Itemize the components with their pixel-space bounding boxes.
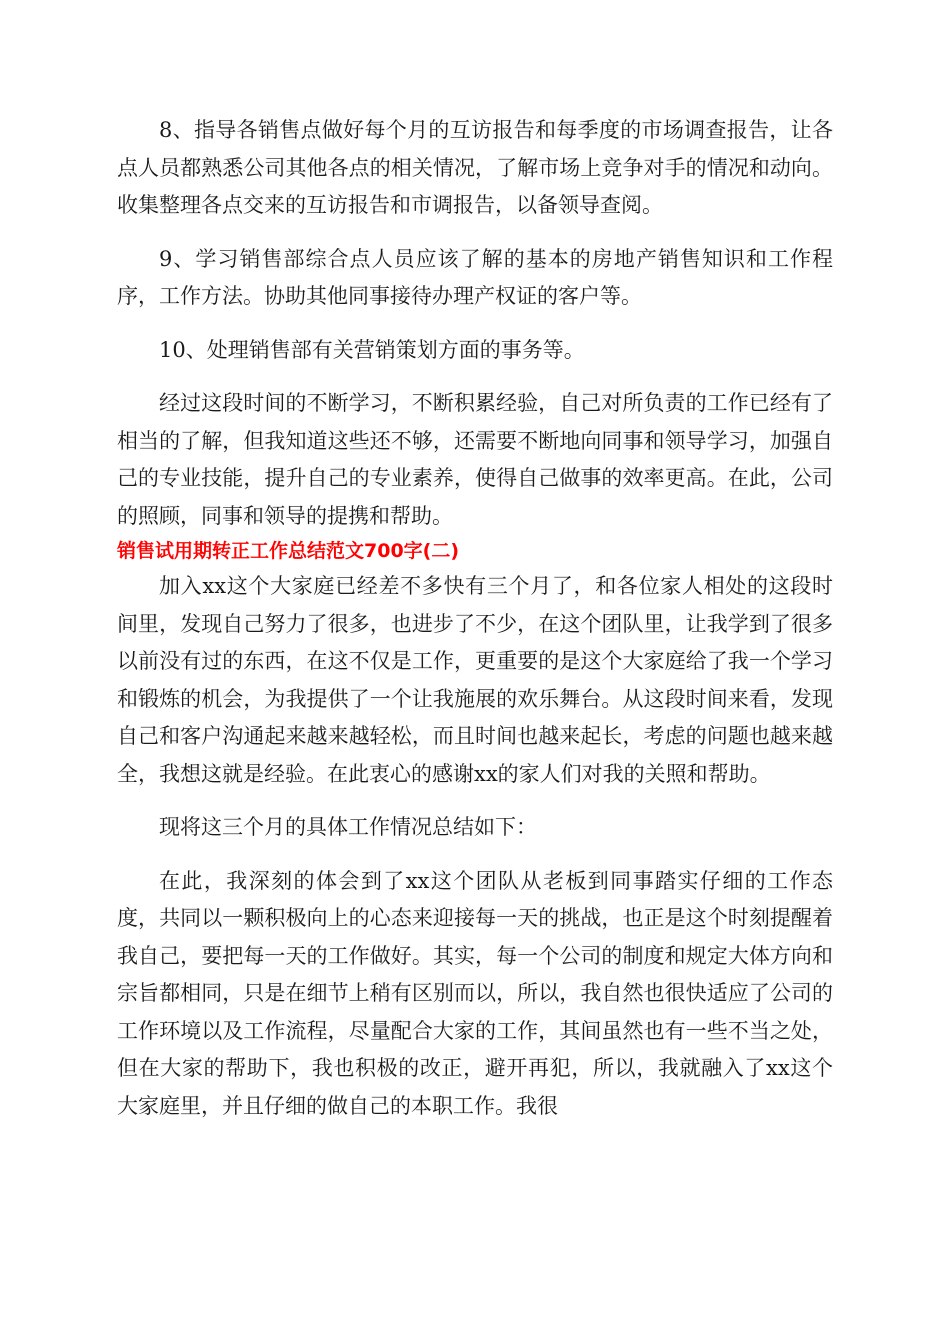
document-body: [117, 112, 833, 1125]
paragraph-item-9: 9、学习销售部综合点人员应该了解的基本的房地产销售知识和工作程序，工作方法。协助其他同事接待办理产权证的客户等。: [117, 246, 833, 308]
paragraph-intro: 加入xx这个大家庭已经差不多快有三个月了，和各位家人相处的这段时间里，发现自己努力了很多，也进步了不少，在这个团队里，让我学到了很多以前没有过的东西，在这不仅是工作，更重要的是这个大家庭给了我一个学习和锻炼的机会，为我提供了一个让我施展的欢乐舞台。从这段时间来看，发现自己和客户沟通起来越来越轻松，而且时间也越来起长，考虑的问题也越来越全，我想这就是经验。在此衷心的感谢xx的家人们对我的关照和帮助。: [117, 574, 833, 786]
section-heading: 销售试用期转正工作总结范文700字(二): [117, 540, 460, 562]
paragraph-summary: 经过这段时间的不断学习，不断积累经验，自己对所负责的工作已经有了相当的了解，但我知道这些还不够，还需要不断地向同事和领导学习，加强自己的专业技能，提升自己的专业素养，使得自己做事的效率更高。在此，公司的照顾，同事和领导的提携和帮助。: [117, 391, 833, 528]
paragraph-item-10: 10、处理销售部有关营销策划方面的事务等。: [159, 337, 585, 362]
paragraph-body: 在此，我深刻的体会到了xx这个团队从老板到同事踏实仔细的工作态度，共同以一颗积极向上的心态来迎接每一天的挑战，也正是这个时刻提醒着我自己，要把每一天的工作做好。其实，每一个公司的制度和规定大体方向和宗旨都相同，只是在细节上稍有区别而以，所以，我自然也很快适应了公司的工作环境以及工作流程，尽量配合大家的工作，其间虽然也有一些不当之处，但在大家的帮助下，我也积极的改正，避开再犯，所以，我就融入了xx这个大家庭里，并且仔细的做自己的本职工作。我很: [117, 868, 833, 1118]
paragraph-lead-in: 现将这三个月的具体工作情况总结如下：: [159, 815, 537, 839]
paragraph-item-8: 8、指导各销售点做好每个月的互访报告和每季度的市场调查报告，让各点人员都熟悉公司其他各点的相关情况，了解市场上竞争对手的情况和动向。收集整理各点交来的互访报告和市调报告，以备领导查阅。: [117, 118, 833, 217]
